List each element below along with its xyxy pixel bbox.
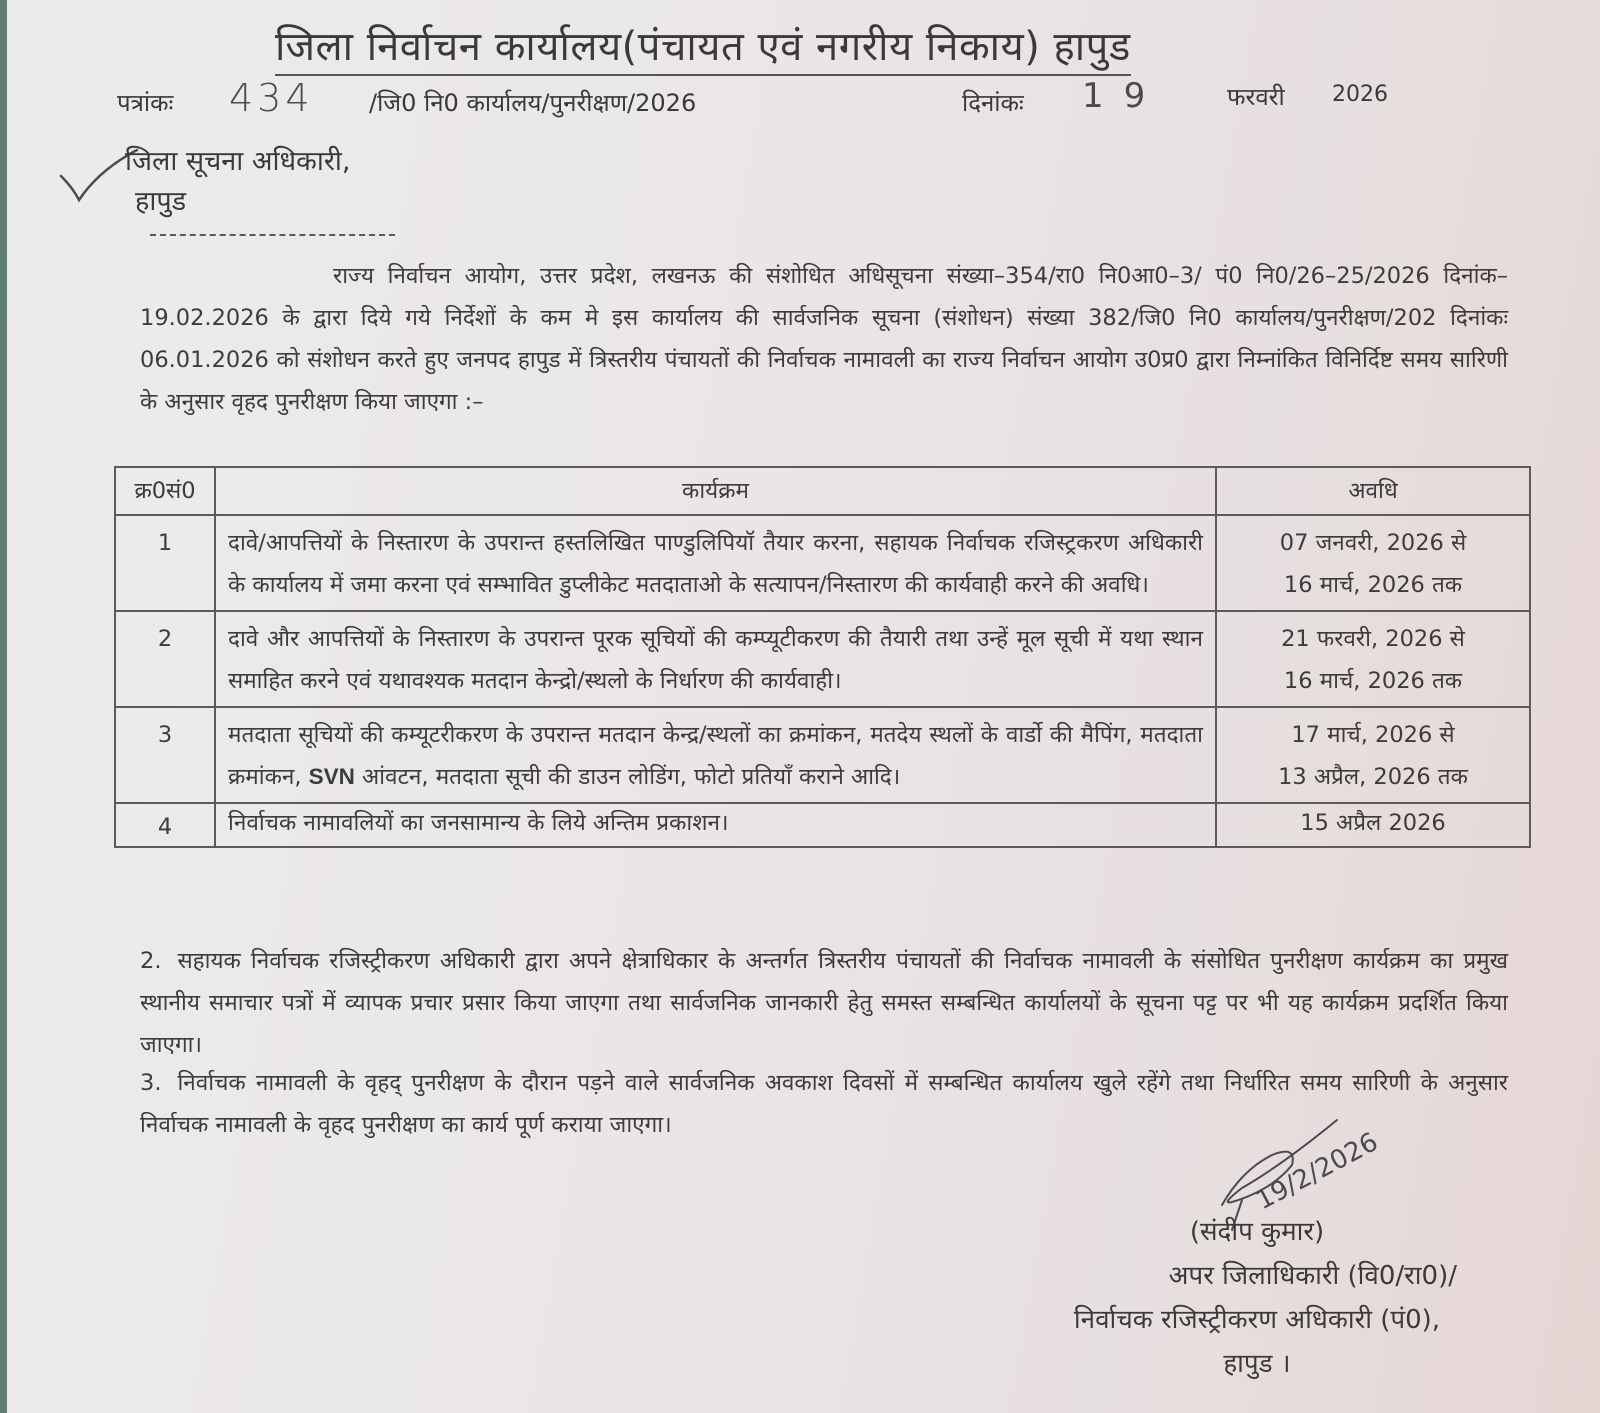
cell-programme: दावे/आपत्तियों के निस्तारण के उपरान्त हस्तलिखित पाण्डुलिपियॉ तैयार करना, सहायक निर्वाचक रजिस्ट्रकरण अधिकारी के कार्यालय में जमा करना एवं सम्भावित डुप्लीकेट मतदाताओ के सत्यापन/निस्तारण की कार्यवाही करने की अवधि। (215, 515, 1216, 611)
reference-label: पत्रांकः (117, 89, 174, 117)
cell-duration (1216, 611, 1530, 707)
cell-duration (1216, 707, 1530, 803)
schedule-table (114, 466, 1531, 848)
duration-end: 16 मार्च, 2026 तक (1283, 572, 1463, 598)
programme-text-part2: आंवटन, मतदाता सूची की डाउन लोडिंग, फोटो प्रतियॉं कराने आदि। (354, 764, 901, 790)
cell-serial-no: 1 (115, 515, 215, 611)
duration-start: 17 मार्च, 2026 से (1291, 722, 1455, 748)
cell-programme: दावे और आपत्तियों के निस्तारण के उपरान्त पूरक सूचियों की कम्प्यूटीकरण की तैयारी तथा उन्हें मूल सूची में यथा स्थान समाहित करने एवं यथावश्यक मतदान केन्द्रो/स्थलो के निर्धारण की कार्यवाही। (215, 611, 1216, 707)
table-row (115, 611, 1530, 707)
programme-svn-term: SVN (308, 764, 355, 789)
cell-duration (1216, 803, 1530, 847)
reference-suffix: /जि0 नि0 कार्यालय/पुनरीक्षण/2026 (369, 89, 697, 117)
paragraph-text: निर्वाचक नामावली के वृहद् पुनरीक्षण के दौरान पड़ने वाले सार्वजनिक अवकाश दिवसों में सम्बन्धित कार्यालय खुले रहेंगे तथा निर्धारित समय सारिणी के अनुसार निर्वाचक नामावली के वृहद पुनरीक्षण का कार्य पूर्ण कराया जाएगा। (140, 1070, 1508, 1138)
duration-end: 13 अप्रैल, 2026 तक (1278, 764, 1468, 790)
header-programme: कार्यक्रम (215, 467, 1216, 515)
document-title: जिला निर्वाचन कार्यालय(पंचायत एवं नगरीय निकाय) हापुड (275, 22, 1131, 76)
reference-line (117, 76, 1600, 120)
cell-duration (1216, 515, 1530, 611)
background-surface-edge (0, 0, 7, 1413)
table-row (115, 707, 1530, 803)
paragraph-2 (140, 940, 1508, 1066)
duration-end: 16 मार्च, 2026 तक (1283, 668, 1463, 694)
duration-start: 21 फरवरी, 2026 से (1281, 626, 1465, 652)
table-row (115, 515, 1530, 611)
signatory-designation-2: निर्वाचक रजिस्ट्रीकरण अधिकारी (पं0), (1073, 1305, 1441, 1335)
programme-text-part1: मतदाता सूचियों की कम्यूटरीकरण के उपरान्त मतदान केन्द्र/स्थलों का क्रमांकन, मतदेय स्थलों के वार्डो की मैपिंग, मतदाता क्रमांकन, (228, 722, 1203, 790)
cell-programme (215, 707, 1216, 803)
cell-serial-no: 2 (115, 611, 215, 707)
signatory-block (1027, 1210, 1487, 1386)
intro-paragraph: राज्य निर्वाचन आयोग, उत्तर प्रदेश, लखनऊ की संशोधित अधिसूचना संख्या–354/रा0 नि0आ0–3/ पं0 नि0/26–25/2026 दिनांक–19.02.2026 के द्वारा दिये गये निर्देशों के कम मे इस कार्यालय की सार्वजनिक सूचना (संशोधन) संख्या 382/जि0 नि0 कार्यालय/पुनरीक्षण/202 दिनांकः 06.01.2026 को संशोधन करते हुए जनपद हापुड में त्रिस्तरीय पंचायतों की निर्वाचक नामावली का राज्य निर्वाचन आयोग उ0प्र0 द्वारा निम्नांकित विनिर्दिष्ट समय सारिणी के अनुसार वृहद पुनरीक्षण किया जाएगा :– (140, 263, 1508, 415)
header-serial-no: क्र0सं0 (115, 467, 215, 515)
duration-date: 15 अप्रैल 2026 (1300, 810, 1446, 836)
signatory-designation-1: अपर जिलाधिकारी (वि0/रा0)/ (1168, 1261, 1457, 1291)
date-day-handwritten: 19 (1082, 76, 1166, 116)
date-year: 2026 (1332, 82, 1388, 107)
paragraph-text: सहायक निर्वाचक रजिस्ट्रीकरण अधिकारी द्वारा अपने क्षेत्राधिकार के अन्तर्गत त्रिस्तरीय पंचायतों की निर्वाचक नामावली के संसोधित पुनरीक्षण कार्यक्रम का प्रमुख स्थानीय समाचार पत्रों में व्यापक प्रचार प्रसार किया जाएगा तथा सार्वजनिक जानकारी हेतु समस्त सम्बन्धित कार्यालयों के सूचना पट्ट पर भी यह कार्यक्रम प्रदर्शित किया जाएगा। (140, 948, 1508, 1058)
date-label: दिनांकः (962, 89, 1024, 117)
table-header-row (115, 467, 1530, 515)
addressee-underline (150, 234, 395, 236)
table-row (115, 803, 1530, 847)
reference-number-handwritten: 434 (229, 76, 314, 120)
document-page (7, 0, 1600, 1413)
signature-date: 19/2/2026 (1251, 1127, 1384, 1217)
signatory-name: (संदीप कुमार) (1189, 1217, 1325, 1247)
cell-serial-no: 3 (115, 707, 215, 803)
cell-programme: निर्वाचक नामावलियों का जनसामान्य के लिये अन्तिम प्रकाशन। (215, 803, 1216, 847)
paragraph-number: 3. (140, 1070, 162, 1096)
addressee-line2: हापुड (135, 186, 187, 217)
duration-start: 07 जनवरी, 2026 से (1279, 530, 1467, 556)
header-duration: अवधि (1216, 467, 1530, 515)
cell-serial-no: 4 (115, 803, 215, 847)
date-month: फरवरी (1227, 83, 1285, 111)
signatory-place: हापुड । (1223, 1349, 1291, 1379)
addressee-line1: जिला सूचना अधिकारी, (125, 146, 351, 177)
paragraph-number: 2. (140, 948, 162, 974)
addressee-block (125, 142, 350, 222)
